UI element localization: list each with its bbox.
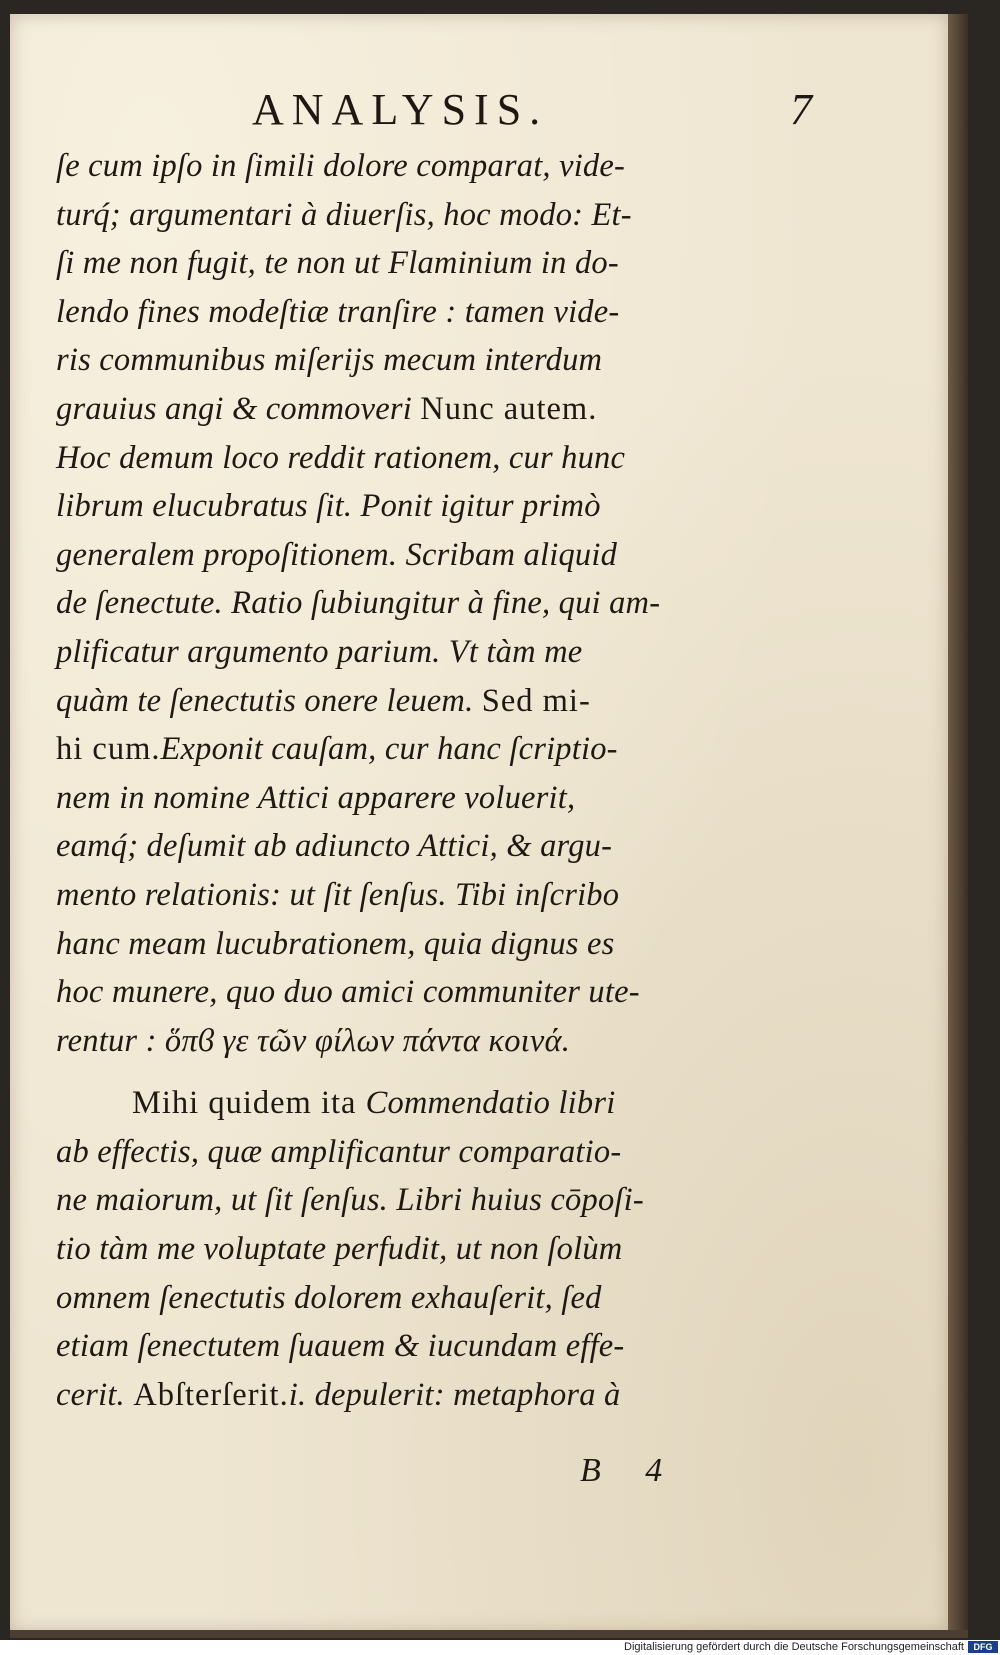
italic-text: grauius angi & commoveri — [56, 390, 421, 427]
italic-text: nem in nomine Attici apparere voluerit, — [56, 779, 576, 816]
text-line — [56, 434, 776, 483]
roman-text: Nunc autem. — [420, 390, 598, 427]
roman-text: Mihi quidem ita — [132, 1085, 366, 1122]
text-line — [56, 1128, 776, 1177]
text-line — [56, 628, 776, 677]
funding-credit: Digitalisierung gefördert durch die Deutsche Forschungsgemeinschaft — [624, 1641, 964, 1653]
text-line — [56, 385, 776, 434]
text-line — [56, 920, 776, 969]
dfg-logo: DFG — [968, 1641, 998, 1653]
italic-text: ſi me non fugit, te non ut Flaminium in do- — [56, 245, 619, 282]
italic-text: ſe cum ipſo in ſimili dolore comparat, vide- — [56, 148, 626, 184]
italic-text: rentur : ὅπϐ γε τῶν φίλων πάντα κοινά. — [56, 1022, 571, 1059]
page-bottom-edge — [10, 1630, 968, 1638]
italic-text: librum elucubratus ſit. Ponit igitur primò — [56, 488, 601, 525]
italic-text: i. depulerit: metaphora à — [288, 1376, 621, 1413]
text-line — [56, 531, 776, 580]
text-line — [56, 871, 776, 920]
text-line — [56, 968, 776, 1017]
text-line — [56, 1017, 776, 1066]
paragraph-gap — [56, 1065, 776, 1079]
roman-text: Abſterſerit. — [133, 1376, 289, 1413]
italic-text: hoc munere, quo duo amici communiter ute- — [56, 974, 640, 1011]
italic-text: ris communibus miſerijs mecum interdum — [56, 342, 603, 379]
italic-text: plificatur argumento parium. Vt tàm me — [56, 633, 583, 670]
paragraph-commendatio — [56, 1079, 776, 1419]
italic-text: de ſenectute. Ratio ſubiungitur à fine, qui am- — [56, 585, 661, 622]
text-line — [56, 1322, 776, 1371]
text-line — [56, 142, 776, 191]
text-line — [56, 579, 776, 628]
text-line — [56, 677, 776, 726]
italic-text: tio tàm me voluptate perfudit, ut non ſolùm — [56, 1231, 623, 1268]
italic-text: ab effectis, quæ amplificantur comparatio- — [56, 1133, 622, 1170]
italic-text: Commendatio libri — [365, 1085, 616, 1122]
running-title: ANALYSIS. — [252, 85, 549, 134]
italic-text: generalem propoſitionem. Scribam aliquid — [56, 536, 618, 573]
italic-text: hanc meam lucubrationem, quia dignus es — [56, 925, 615, 962]
italic-text: ne maiorum, ut ſit ſenſus. Libri huius cōpoſi- — [56, 1182, 644, 1219]
italic-text: etiam ſenectutem ſuauem & iucundam effe- — [56, 1328, 625, 1365]
italic-text: eamq́; deſumit ab adiuncto Attici, & argu- — [56, 828, 613, 865]
text-line — [56, 725, 776, 774]
text-line — [56, 1176, 776, 1225]
italic-text: mento relationis: ut ſit ſenſus. Tibi inſcribo — [56, 876, 620, 913]
text-line — [56, 1225, 776, 1274]
text-line — [56, 191, 776, 240]
page-number: 7 — [790, 85, 812, 134]
italic-text: Hoc demum loco reddit rationem, cur hunc — [56, 439, 626, 476]
signature-mark: B 4 — [580, 1452, 663, 1489]
italic-text: Exponit cauſam, cur hanc ſcriptio- — [160, 731, 618, 768]
italic-text: quàm te ſenectutis onere leuem. — [56, 682, 482, 719]
text-line — [56, 822, 776, 871]
text-line — [56, 482, 776, 531]
text-line — [56, 288, 776, 337]
italic-text: lendo fines modeſtiæ tranſire : tamen vide- — [56, 293, 620, 330]
italic-text: omnem ſenectutis dolorem exhauſerit, ſed — [56, 1279, 602, 1316]
text-line — [56, 239, 776, 288]
italic-text: turq́; argumentari à diuerſis, hoc modo: Et- — [56, 196, 632, 233]
roman-text: Sed mi- — [481, 682, 591, 719]
paragraph-analysis — [56, 142, 776, 1065]
text-line — [56, 1079, 776, 1128]
text-line — [56, 774, 776, 823]
page-fore-edge — [948, 14, 968, 1632]
page-header — [252, 84, 812, 144]
text-line — [56, 336, 776, 385]
roman-text: hi cum. — [56, 731, 161, 768]
text-line — [56, 1274, 776, 1323]
body-text — [56, 142, 776, 1419]
italic-text: cerit. — [56, 1376, 134, 1413]
footer-bar — [0, 1640, 1000, 1655]
text-line — [56, 1371, 776, 1420]
